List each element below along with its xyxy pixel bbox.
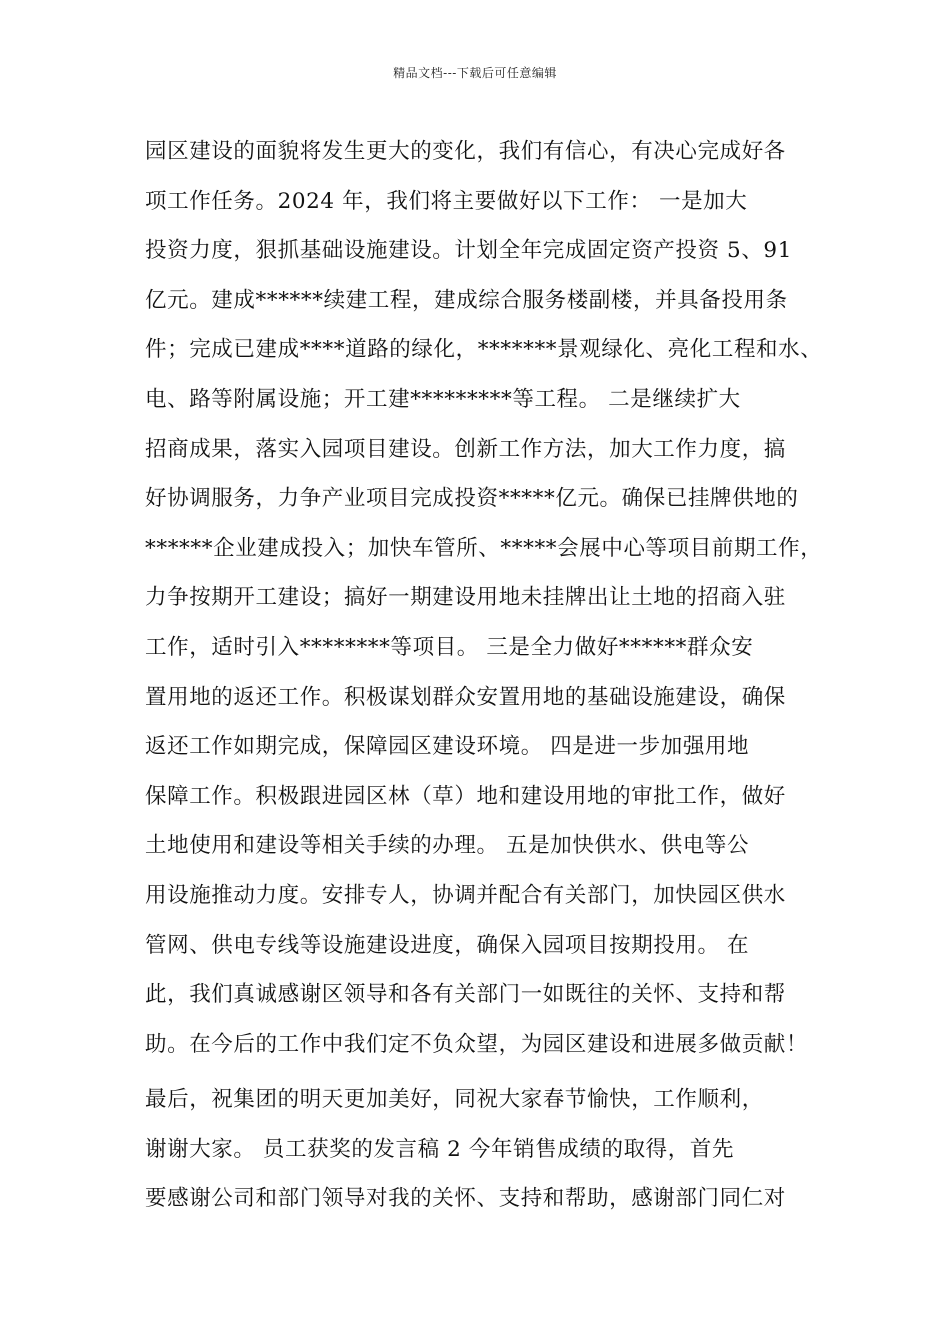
page-header: 精品文档---下载后可任意编辑 xyxy=(393,66,557,80)
text-line: 电、路等附属设施；开工建*********等工程。 二是继续扩大 xyxy=(145,386,741,412)
text-line: 项工作任务。2024 年，我们将主要做好以下工作： 一是加大 xyxy=(145,188,748,214)
body-text xyxy=(145,127,825,1224)
text-line: 返还工作如期完成，保障园区建设环境。 四是进一步加强用地 xyxy=(145,734,750,760)
text-line: 助。在今后的工作中我们定不负众望，为园区建设和进展多做贡献！ xyxy=(145,1031,809,1057)
text-line: 要感谢公司和部门领导对我的关怀、支持和帮助，感谢部门同仁对 xyxy=(145,1186,786,1212)
text-line: 最后，祝集团的明天更加美好，同祝大家春节愉快，工作顺利， xyxy=(145,1087,764,1113)
text-line: 力争按期开工建设；搞好一期建设用地未挂牌出让土地的招商入驻 xyxy=(145,585,786,611)
text-line: ******企业建成投入；加快车管所、*****会展中心等项目前期工作， xyxy=(145,535,823,561)
text-line: 投资力度，狠抓基础设施建设。计划全年完成固定资产投资 5、91 xyxy=(145,238,792,264)
text-line: 土地使用和建设等相关手续的办理。 五是加快供水、供电等公 xyxy=(145,833,750,859)
text-line: 亿元。建成******续建工程，建成综合服务楼副楼，并具备投用条 xyxy=(145,287,788,313)
text-line: 管网、供电专线等设施建设进度，确保入园项目按期投用。 在 xyxy=(145,932,750,958)
text-line: 好协调服务，力争产业项目完成投资*****亿元。确保已挂牌供地的 xyxy=(145,486,799,512)
text-line: 工作，适时引入********等项目。 三是全力做好******群众安 xyxy=(145,634,754,660)
text-line: 件；完成已建成****道路的绿化，*******景观绿化、亮化工程和水、 xyxy=(145,337,823,363)
text-line: 招商成果，落实入园项目建设。创新工作方法，加大工作力度，搞 xyxy=(145,436,786,462)
text-line: 用设施推动力度。安排专人，协调并配合有关部门，加快园区供水 xyxy=(145,882,786,908)
text-line: 保障工作。积极跟进园区林（草）地和建设用地的审批工作，做好 xyxy=(145,783,786,809)
text-line: 此，我们真诚感谢区领导和各有关部门一如既往的关怀、支持和帮 xyxy=(145,982,786,1008)
text-line: 谢谢大家。 员工获奖的发言稿 2 今年销售成绩的取得，首先 xyxy=(145,1136,735,1162)
text-line: 园区建设的面貌将发生更大的变化，我们有信心，有决心完成好各 xyxy=(145,139,786,164)
text-line: 置用地的返还工作。积极谋划群众安置用地的基础设施建设，确保 xyxy=(145,684,786,710)
